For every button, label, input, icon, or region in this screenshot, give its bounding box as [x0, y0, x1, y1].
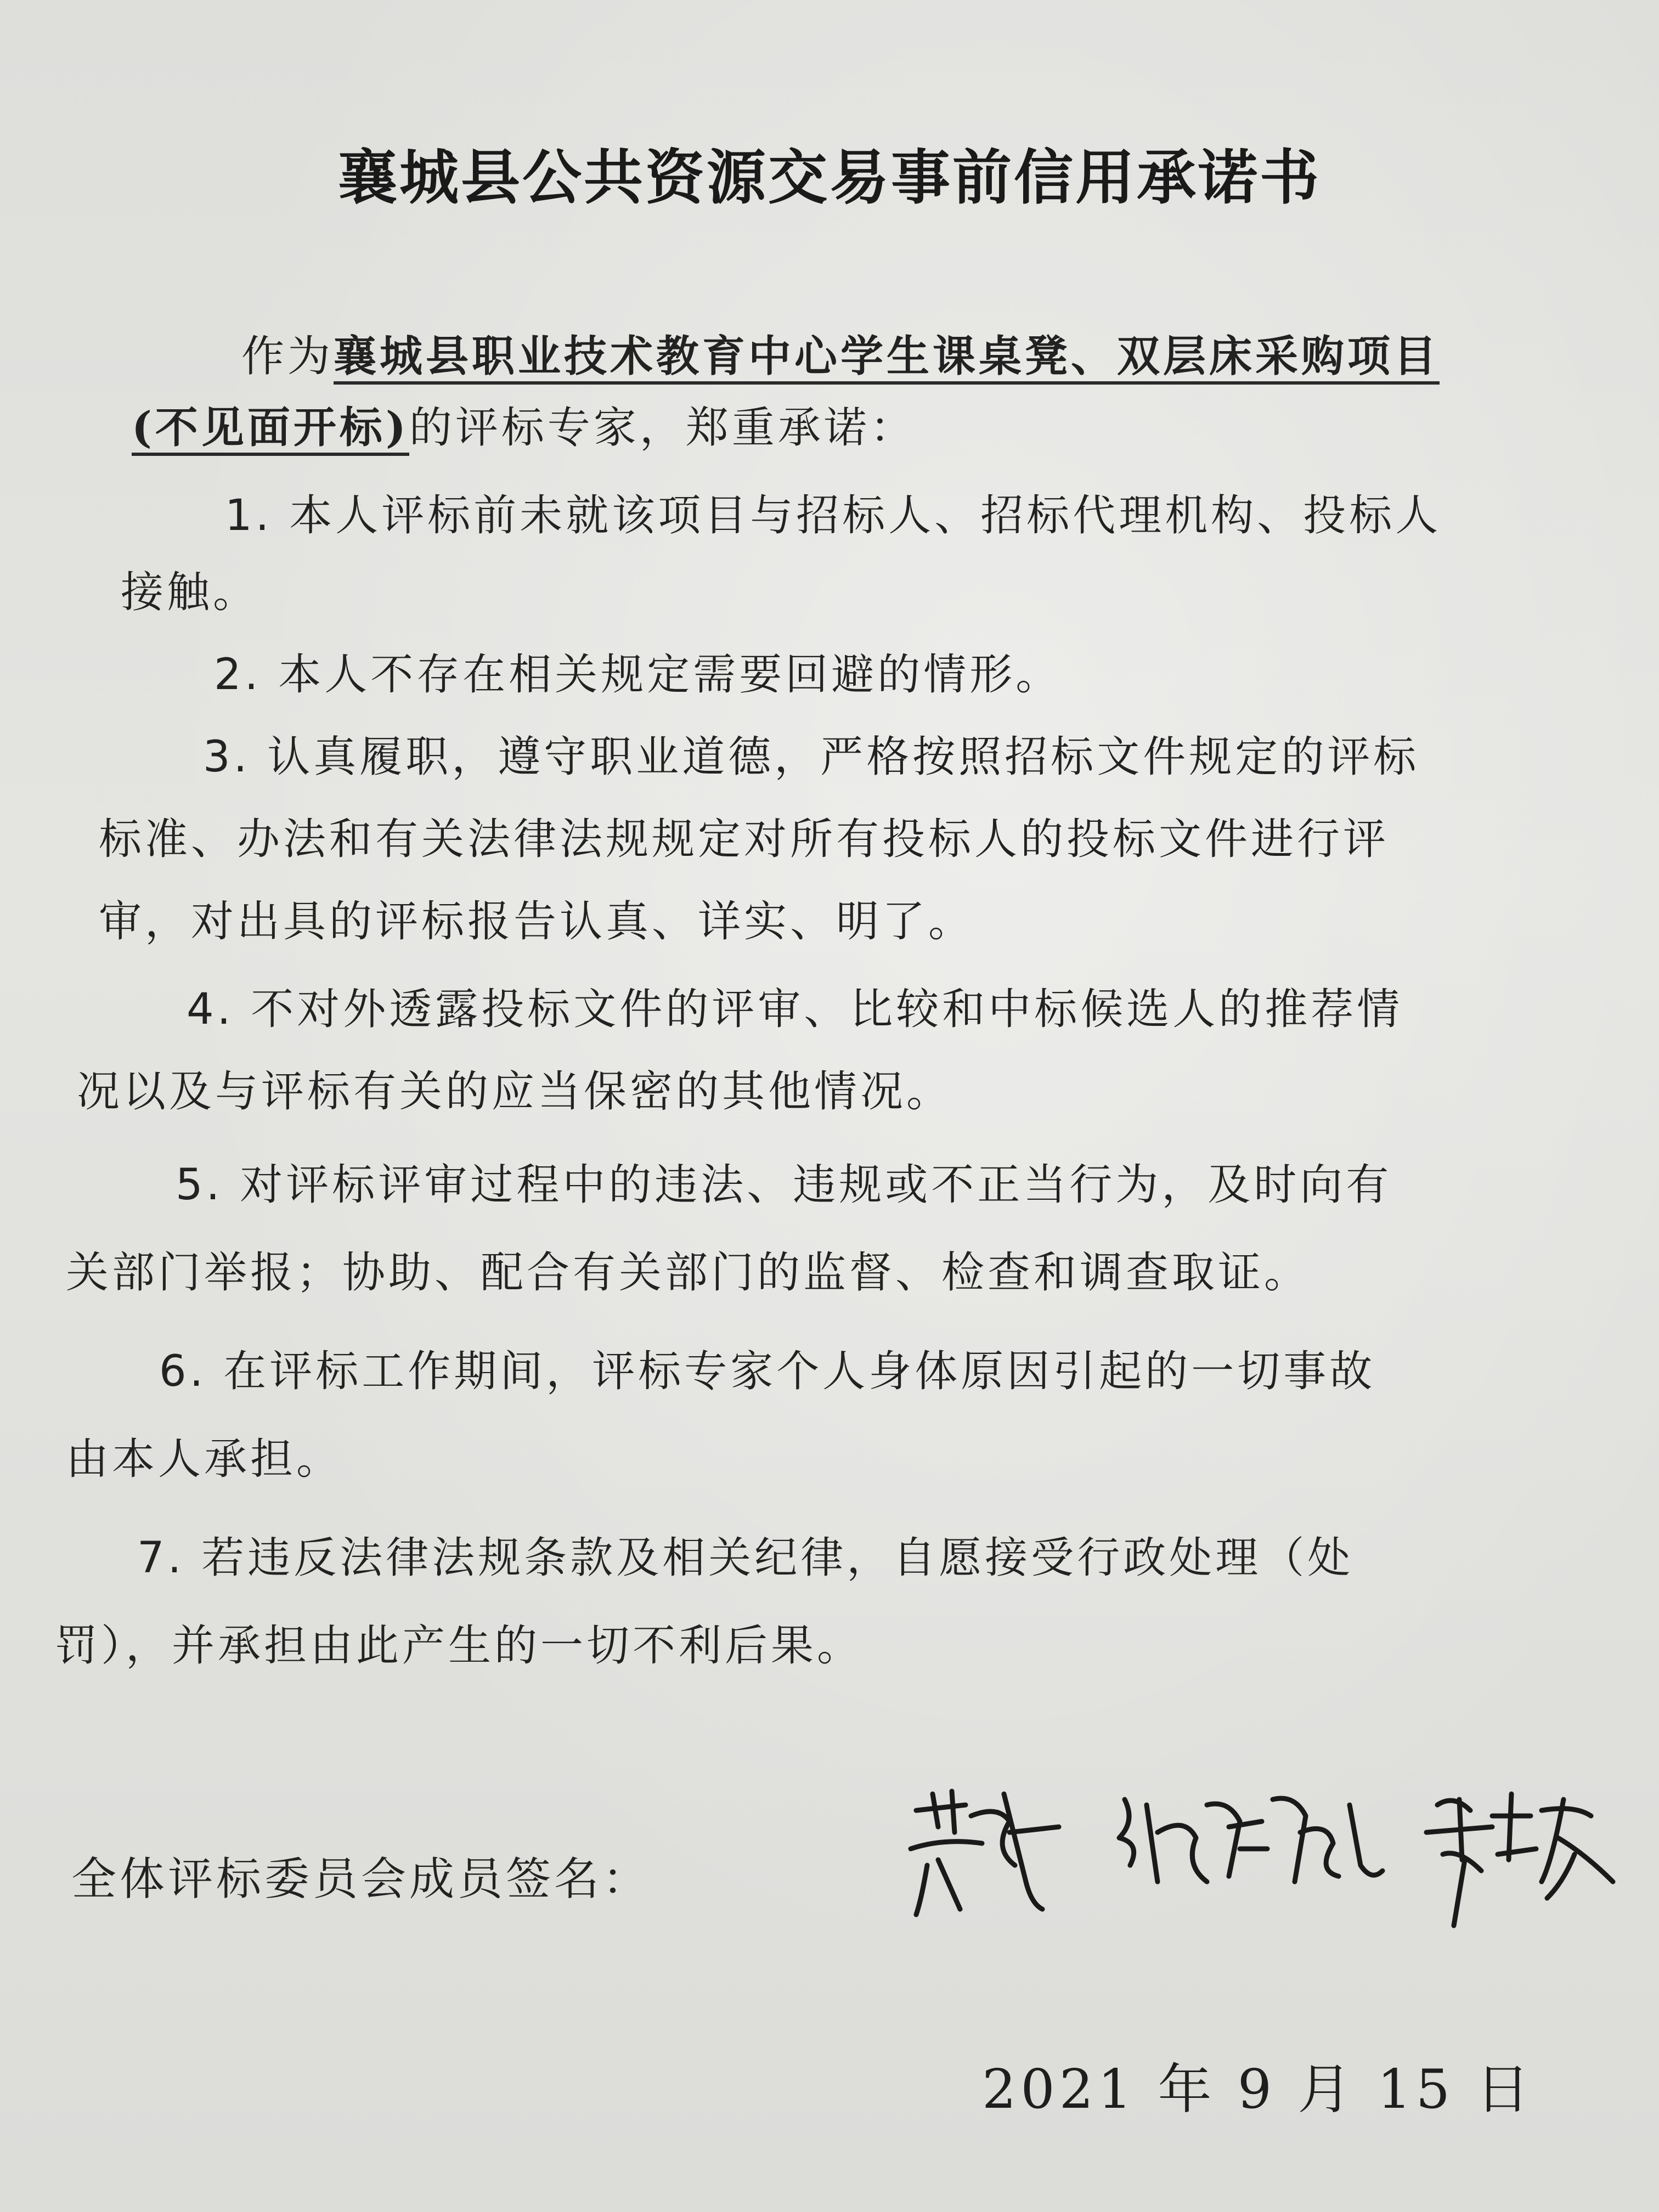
item-5-line-2: 关部门举报；协助、配合有关部门的监督、检查和调查取证。 [66, 1248, 1311, 1297]
item-2-line-1: 2. 本人不存在相关规定需要回避的情形。 [214, 650, 1062, 699]
project-name-line-2: (不见面开标) [132, 403, 409, 456]
item-3-line-3: 审，对出具的评标报告认真、详实、明了。 [99, 897, 975, 946]
intro-suffix: 的评标专家，郑重承诺： [409, 403, 916, 453]
item-1-line-1: 1. 本人评标前未就该项目与招标人、招标代理机构、投标人 [225, 491, 1442, 540]
item-6-line-2: 由本人承担。 [66, 1435, 343, 1484]
project-name-line-1: 襄城县职业技术教育中心学生课桌凳、双层床采购项目 [334, 331, 1440, 385]
signature-1 [911, 1791, 1059, 1915]
handwritten-signatures [900, 1772, 1629, 1937]
signature-2 [1119, 1798, 1383, 1882]
item-4-line-2: 况以及与评标有关的应当保密的其他情况。 [77, 1067, 953, 1116]
intro-prefix: 作为 [241, 332, 334, 381]
item-1-line-2: 接触。 [121, 568, 259, 617]
item-3-line-1: 3. 认真履职，遵守职业道德，严格按照招标文件规定的评标 [203, 732, 1420, 782]
document-title: 襄城县公共资源交易事前信用承诺书 [337, 143, 1321, 212]
item-5-line-1: 5. 对评标评审过程中的违法、违规或不正当行为，及时向有 [176, 1160, 1392, 1210]
item-3-line-2: 标准、办法和有关法律法规规定对所有投标人的投标文件进行评 [99, 815, 1390, 864]
item-7-line-1: 7. 若违反法律法规条款及相关纪律，自愿接受行政处理（处 [137, 1533, 1354, 1583]
signing-date: 2021 年 9 月 15 日 [982, 2058, 1534, 2121]
item-4-line-1: 4. 不对外透露投标文件的评审、比较和中标候选人的推荐情 [187, 985, 1403, 1034]
signature-3 [1426, 1794, 1613, 1926]
intro-line-2 [132, 384, 916, 472]
item-6-line-1: 6. 在评标工作期间，评标专家个人身体原因引起的一切事故 [159, 1347, 1376, 1396]
signature-label: 全体评标委员会成员签名： [71, 1853, 651, 1905]
item-7-line-2: 罚），并承担由此产生的一切不利后果。 [55, 1621, 864, 1671]
